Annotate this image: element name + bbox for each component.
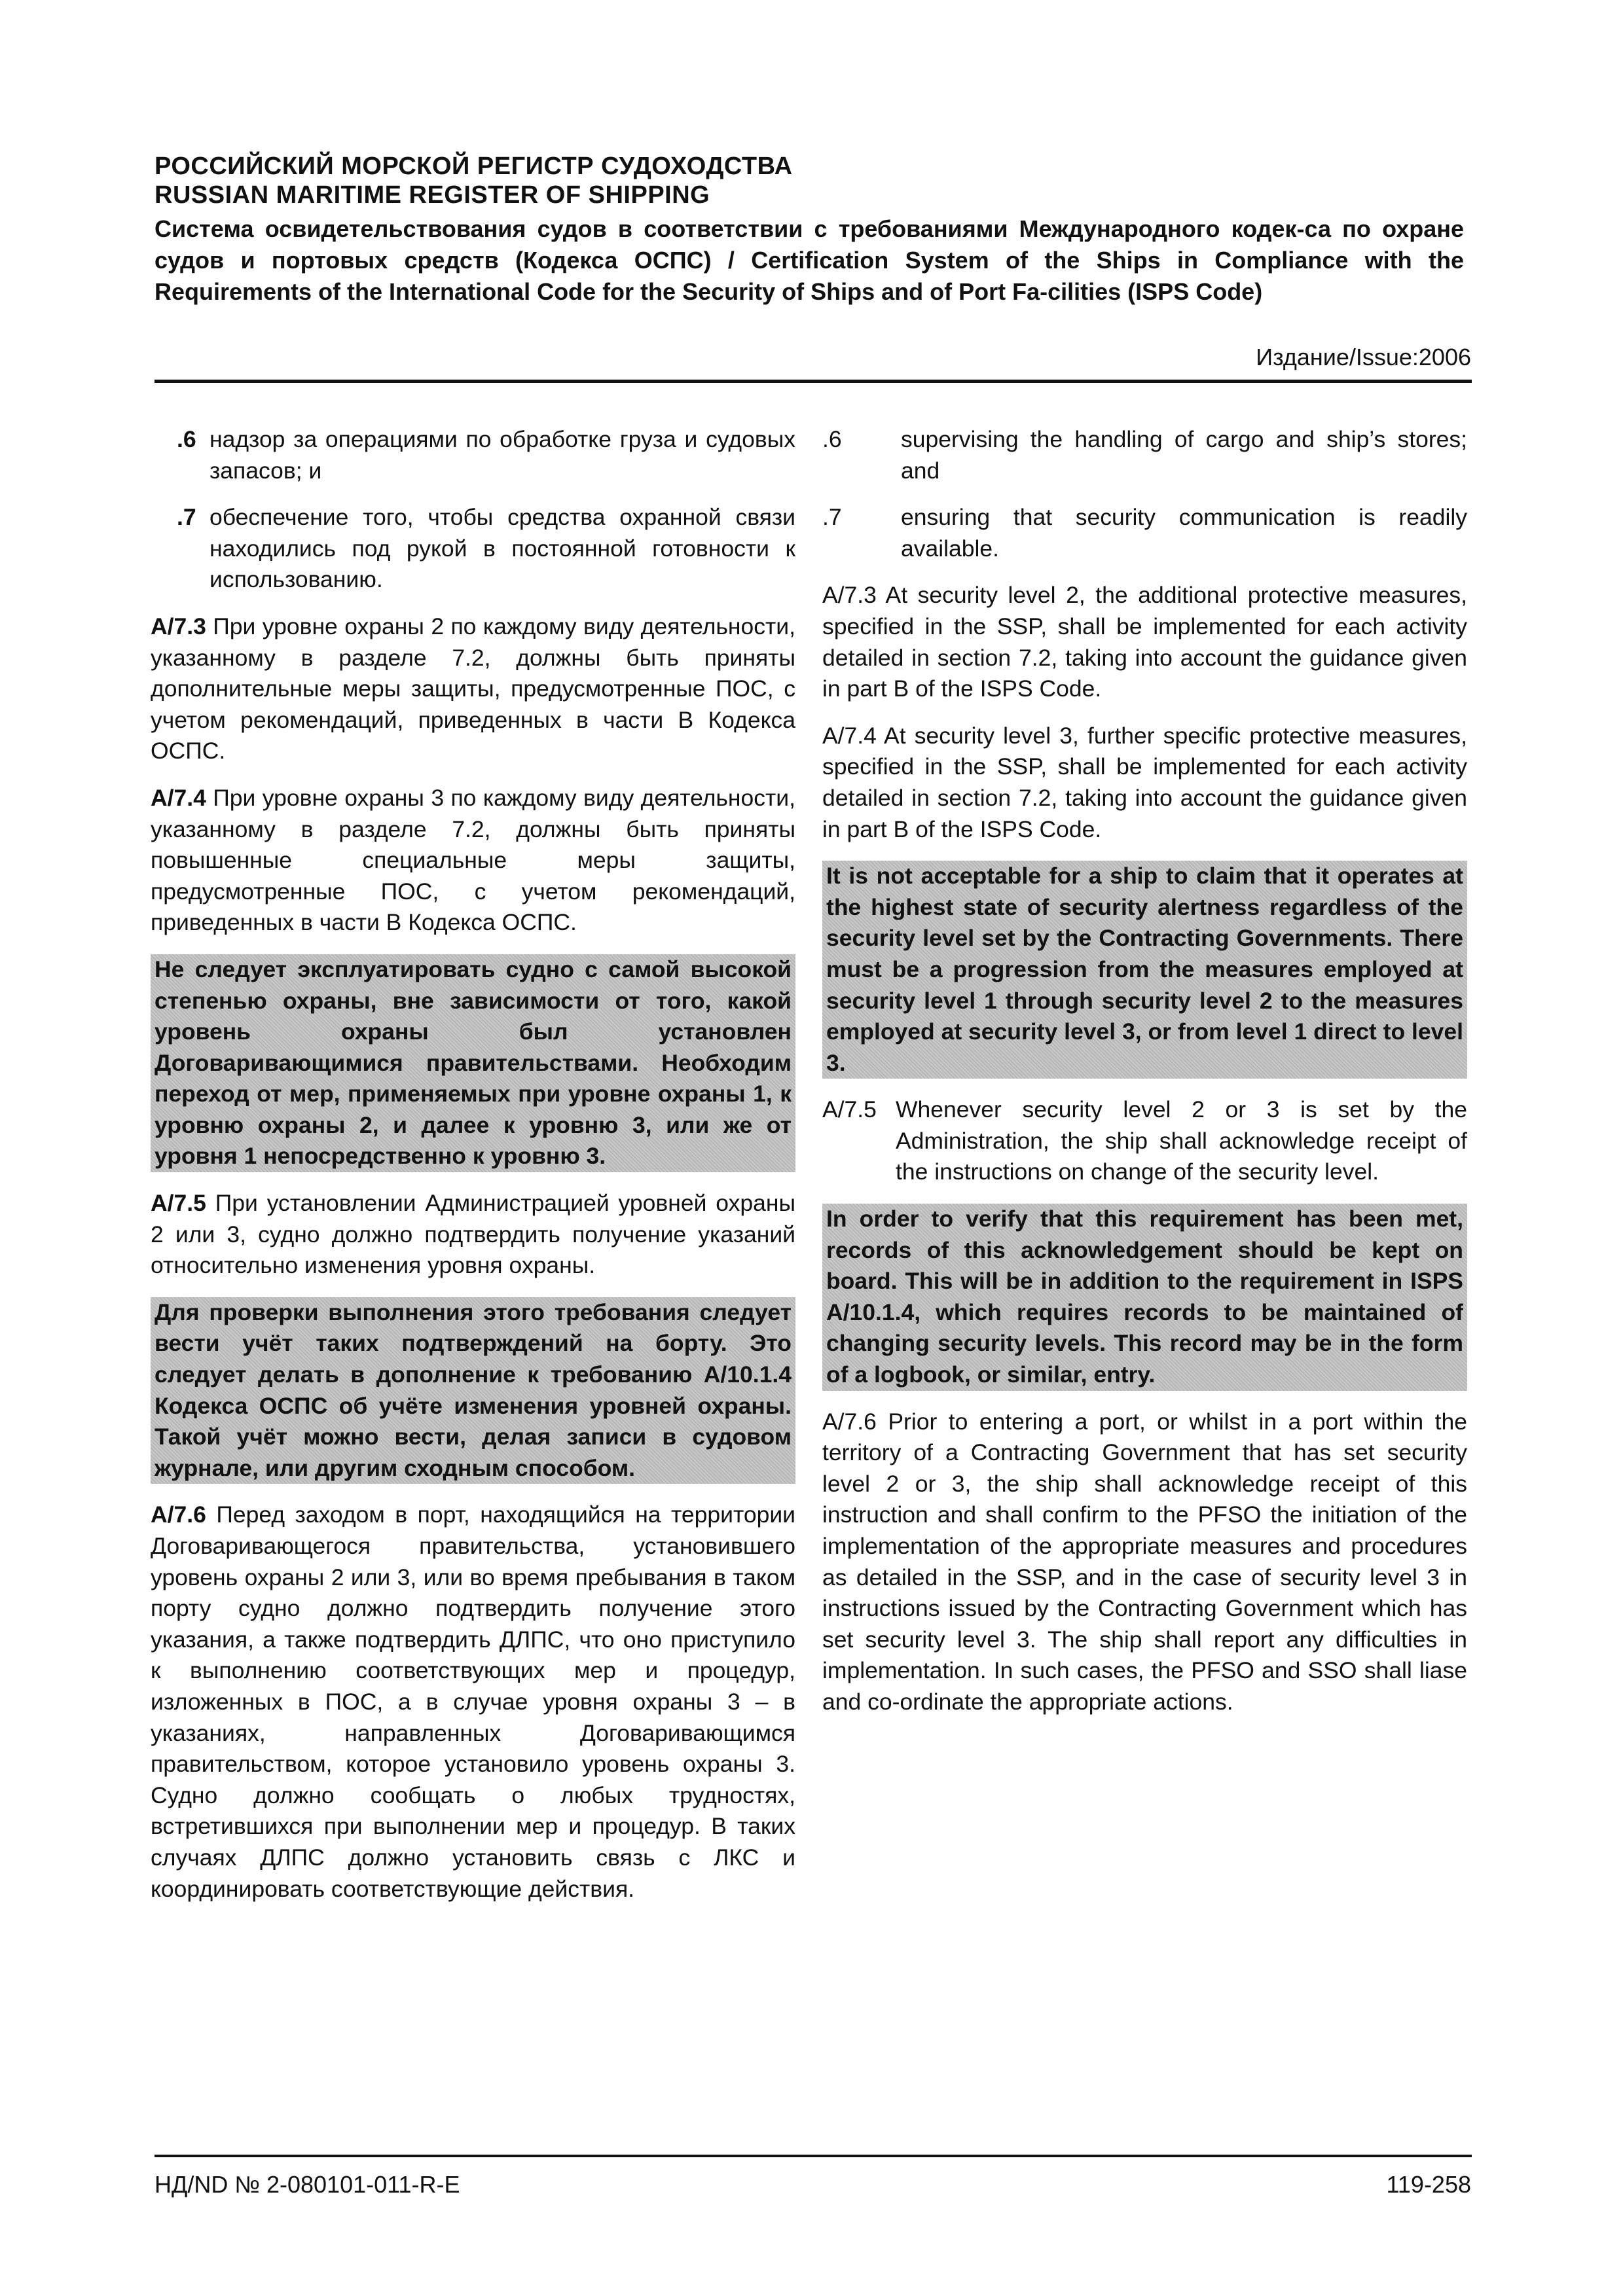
item-text: ensuring that security communication is readily available. [901,504,1467,562]
page-number: 119-258 [1386,2171,1471,2198]
section-a7-4-en: A/7.4 At security level 3, further specific protective measures, specified in the SSP, shall be implemented for each activity detailed in section 7.2, taking into account the guidance given in part B of the ISPS Code. [822,722,1467,842]
item-text: supervising the handling of cargo and ship’s stores; and [901,426,1467,484]
item-7-ru [151,502,795,596]
section-text: Whenever security level 2 or 3 is set by the Administration, the ship shall acknowledge receipt of the instructions on change of the security level. [896,1096,1467,1185]
document-number: НД/ND № 2-080101-011-R-E [155,2171,460,2198]
section-label: А/7.5 [151,1190,206,1217]
guidance-box-1-en: It is not acceptable for a ship to claim that it operates at the highest state of security alertness regardless of the security level set by the Contracting Governments. There must be a progression from the measures employed at security level 1 through security level 2 to the measures employed at security level 3, or from level 1 direct to level 3. [822,861,1467,1079]
guidance-box-2-ru: Для проверки выполнения этого требования следует вести учёт таких подтверждений на борту. Это следует делать в дополнение к требованию А/10.1.4 Кодекса ОСПС об учёте изменения уровней охраны. Такой учёт можно вести, делая записи в судовом журнале, или другим сходным способом. [151,1297,795,1484]
item-6-ru [151,424,795,486]
section-a7-5-ru [151,1188,795,1282]
section-text: Перед заходом в порт, находящийся на территории Договаривающегося правительства, установившего уровень охраны 2 или 3, или во время пребывания в таком порту судно должно подтвердить получение этого указания, а также подтвердить ДЛПС, что оно приступило к выполнению соответствующих мер и процедур, изложенных в ПОС, а в случае уровня охраны 3 – в указаниях, направленных Договаривающимся правительством, которое установило уровень охраны 3. Судно должно сообщать о любых трудностях, встретившихся при выполнении мер и процедур. В таких случаях ДЛПС должно установить связь с ЛКС и координировать соответствующие действия. [151,1501,795,1902]
organization-name-en: RUSSIAN MARITIME REGISTER OF SHIPPING [155,181,710,209]
item-number: .7 [177,504,196,531]
item-text: обеспечение того, чтобы средства охранной связи находились под рукой в постоянной готовности к использованию. [210,504,795,593]
item-text: надзор за операциями по обработке груза и судовых запасов; и [210,426,795,484]
right-column-en [822,424,1467,1734]
left-column-ru [151,424,795,1920]
section-a7-6-en: A/7.6 Prior to entering a port, or whilst in a port within the territory of a Contracting Government that has set security level 2 or 3, the ship shall acknowledge receipt of this instruction and shall confirm to the PFSO the initiation of the implementation of the appropriate measures and procedures as detailed in the SSP, and in the case of security level 3 in instructions issued by the Contracting Government which has set security level 3. The ship shall report any difficulties in implementation. In such cases, the PFSO and SSO shall liase and co-ordinate the appropriate actions. [822,1408,1467,1715]
section-a7-4-ru [151,783,795,939]
header-divider [155,380,1472,383]
section-a7-3-en: A/7.3 At security level 2, the additional protective measures, specified in the SSP, shall be implemented for each activity detailed in section 7.2, taking into account the guidance given in part B of the ISPS Code. [822,582,1467,702]
item-number: .6 [822,426,842,452]
section-a7-5-en [822,1094,1467,1188]
document-header [155,152,1464,308]
item-7-en [822,502,1467,564]
issue-label: Издание/Issue:2006 [1256,344,1471,370]
section-a7-6-ru [151,1499,795,1905]
section-text: При установлении Администрацией уровней охраны 2 или 3, судно должно подтвердить получение указаний относительно изменения уровня охраны. [151,1190,795,1279]
section-label: А/7.6 [151,1501,206,1528]
item-number: .6 [177,426,196,452]
item-6-en [822,424,1467,486]
footer-divider [155,2155,1472,2157]
section-text: При уровне охраны 2 по каждому виду деятельности, указанному в разделе 7.2, должны быть приняты дополнительные меры защиты, предусмотренные ПОС, с учетом рекомендаций, приведенных в части В Кодекса ОСПС. [151,613,795,764]
organization-name-ru: РОССИЙСКИЙ МОРСКОЙ РЕГИСТР СУДОХОДСТВА [155,152,793,180]
section-text: При уровне охраны 3 по каждому виду деятельности, указанному в разделе 7.2, должны быть приняты повышенные специальные меры защиты, предусмотренные ПОС, с учетом рекомендаций, приведенных в части В Кодекса ОСПС. [151,784,795,936]
section-label: A/7.5 [822,1096,877,1123]
document-subtitle: Система освидетельствования судов в соответствии с требованиями Международного кодек-са по охране судов и портовых средств (Кодекса ОСПС) / Certification System of the Ships in Compliance with the Requirements of the International Code for the Security of Ships and of Port Fa-cilities (ISPS Code) [155,215,1464,305]
guidance-box-1-ru: Не следует эксплуатировать судно с самой высокой степенью охраны, вне зависимости от того, какой уровень охраны был установлен Договаривающимися правительствами. Необходим переход от мер, применяемых при уровне охраны 1, к уровню охраны 2, и далее к уровню 3, или же от уровня 1 непосредственно к уровню 3. [151,954,795,1172]
item-number: .7 [822,504,842,531]
section-label: А/7.4 [151,784,206,811]
section-a7-3-ru [151,611,795,767]
guidance-box-2-en: In order to verify that this requirement has been met, records of this acknowledgement should be kept on board. This will be in addition to the requirement in ISPS A/10.1.4, which requires records to be maintained of changing security levels. This record may be in the form of a logbook, or similar, entry. [822,1204,1467,1391]
section-label: А/7.3 [151,613,206,639]
